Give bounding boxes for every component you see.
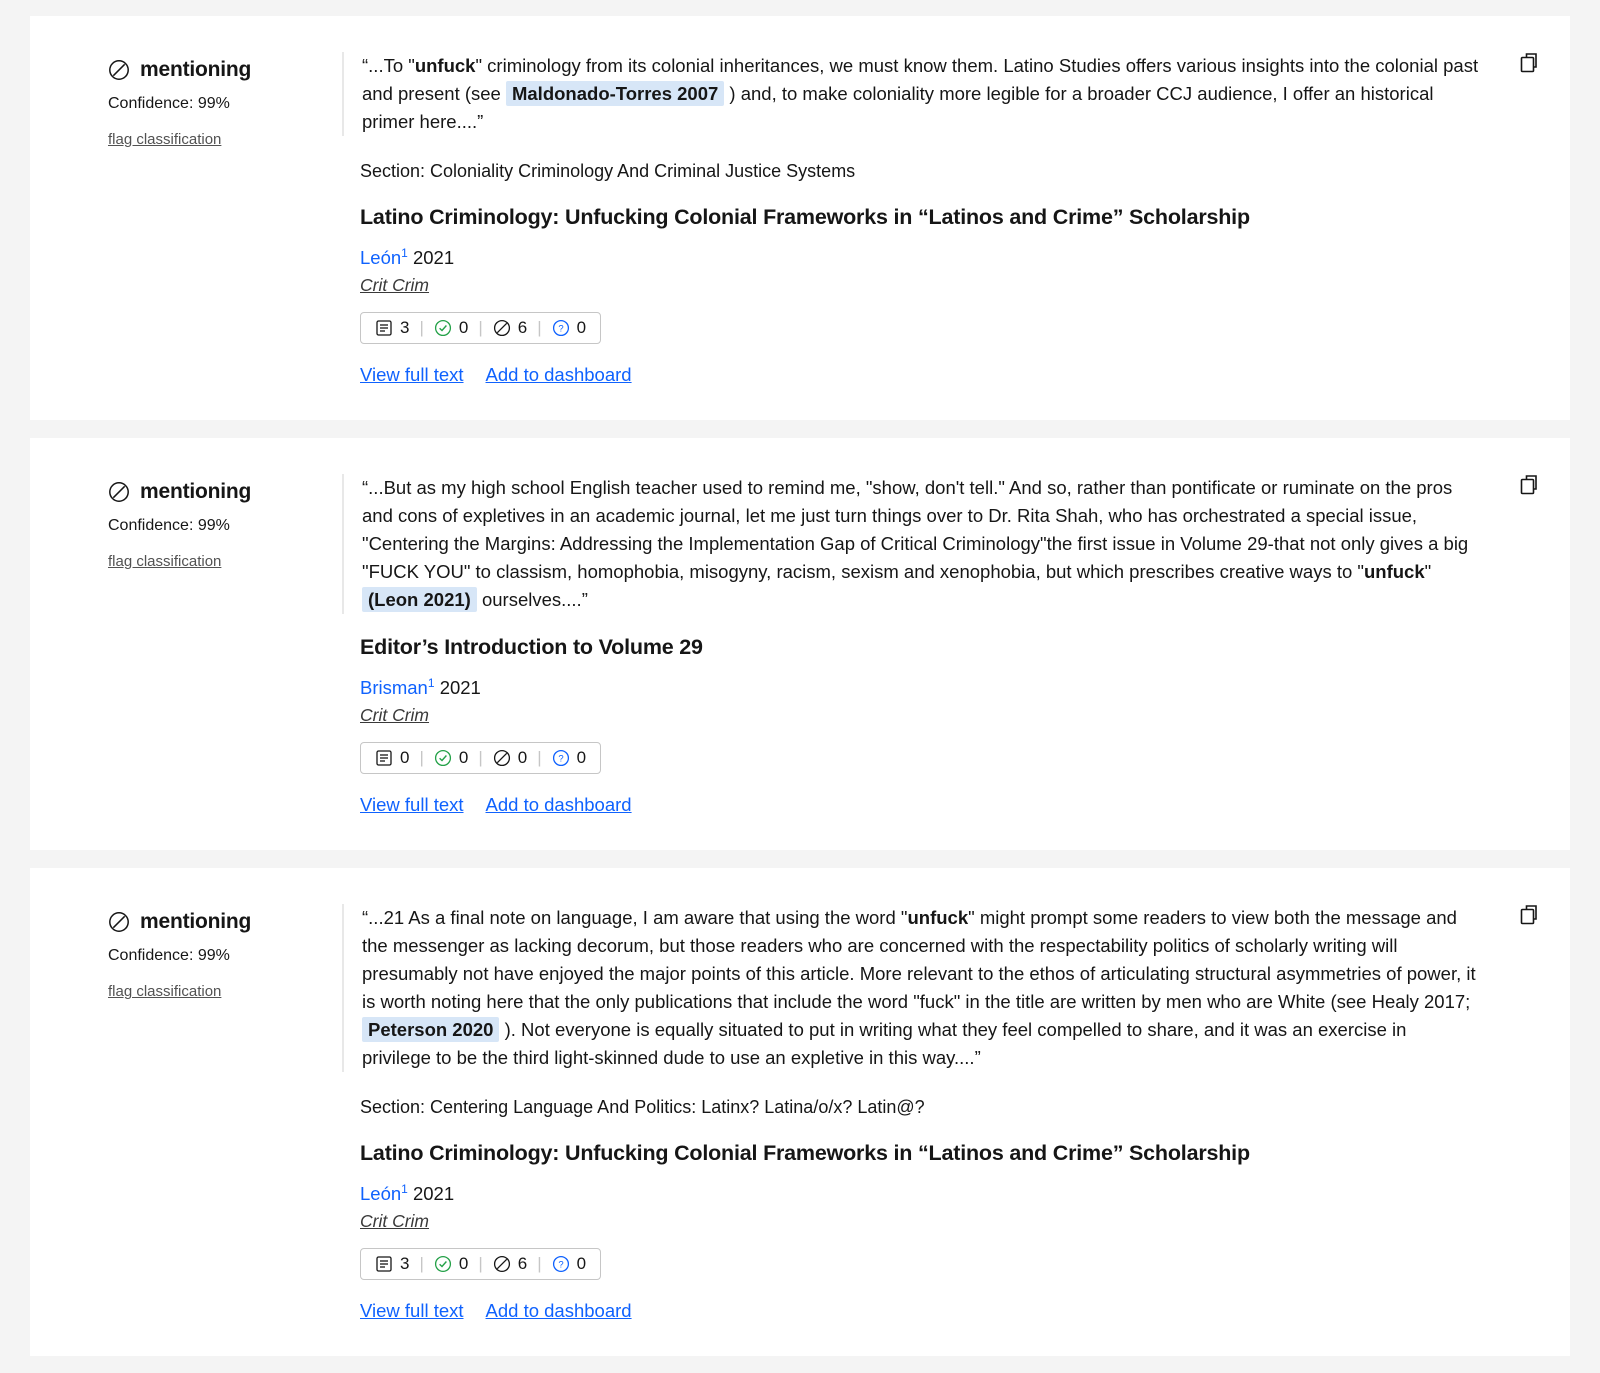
copy-icon[interactable] [1514,902,1540,928]
card-actions [360,794,1480,816]
metric-separator: | [419,1254,424,1274]
classification-panel [70,474,360,816]
author-line [360,1176,1480,1207]
classification-row [108,480,360,504]
citation-reference[interactable]: (Leon 2021) [362,587,477,612]
add-to-dashboard-link[interactable]: Add to dashboard [485,364,632,386]
metric-mentioning-value: 0 [576,748,587,768]
metric-contrasting[interactable] [483,1254,537,1274]
slash-circle-icon [493,1255,511,1273]
metric-separator: | [537,1254,542,1274]
author-link[interactable]: Brisman$^1$ [360,676,435,699]
section-label: Section: Coloniality Criminology And Criminal Justice Systems [360,161,856,181]
document-icon [375,749,393,767]
flag-classification-link[interactable]: flag classification [108,553,222,571]
citation-content [360,52,1540,386]
metric-documents-value: 3 [400,1254,410,1274]
metrics-bar [360,742,601,774]
citation-card [30,438,1570,850]
quote-part: " [1424,561,1432,583]
citation-reference[interactable]: Maldonado-Torres 2007 [506,81,724,106]
article-title: Latino Criminology: Unfucking Colonial Frameworks in “Latinos and Crime” Scholarship [360,1141,1250,1166]
flag-classification-link[interactable]: flag classification [108,983,222,1001]
check-circle-icon [434,749,452,767]
classification-label: mentioning [140,910,252,934]
metrics-bar [360,312,601,344]
view-full-text-link[interactable]: View full text [360,364,464,386]
metric-mentioning[interactable] [542,1254,588,1274]
document-icon [375,1255,393,1273]
document-icon [375,319,393,337]
confidence-text: Confidence: 99% [108,947,230,965]
journal-link[interactable]: Crit Crim [360,1211,430,1232]
citation-content [360,904,1540,1322]
metric-separator: | [537,748,542,768]
flag-classification-link[interactable]: flag classification [108,131,222,148]
quote-part: ourselves....” [481,589,588,611]
metric-separator: | [478,1254,483,1274]
citation-quote [342,904,1480,1072]
citation-results-list [0,16,1600,1356]
metric-separator: | [419,318,424,338]
metric-supporting-value: 0 [458,1254,469,1274]
metric-supporting[interactable] [424,748,478,768]
section-label: Section: Centering Language And Politics: Latinx? Latina/o/x? Latin@? [360,1097,925,1118]
classification-label: mentioning [140,58,252,81]
metric-contrasting[interactable] [483,748,537,768]
quote-part: ) and, to make coloniality more legible for a broader CCJ audience, I offer an historical primer here....” [362,83,1434,132]
author-affiliation: 1 [401,1182,408,1197]
metric-separator: | [478,318,483,338]
author-affiliation: 1 [401,246,408,260]
metric-supporting-value: 0 [458,748,469,768]
confidence-text: Confidence: 99% [108,95,230,112]
metric-documents-value: 3 [400,318,410,338]
author-line [360,670,1480,701]
classification-row [108,58,360,82]
quote-part: " might prompt some readers to view both the message and the messenger as lacking decorum, but those readers who are concerned with the respectability politics of scholarly writing will presumably not have enjoyed the major points of this article. More relevant to the ethos of articulating structural asymmetries of power, it is worth noting here that the only publications that include the word "fuck" in the title are written by men who are White (see Healy 2017; [362,907,1476,1013]
metric-supporting[interactable] [424,318,478,338]
question-circle-icon [552,319,570,337]
classification-panel [70,52,360,386]
publication-year: 2021 [412,247,455,269]
article-title: Latino Criminology: Unfucking Colonial Frameworks in “Latinos and Crime” Scholarship [360,205,1250,229]
publication-year: 2021 [412,1183,455,1205]
card-actions [360,364,1480,386]
metric-mentioning[interactable] [542,318,588,338]
metric-mentioning-value: 0 [576,1254,587,1274]
quote-part: “...But as my high school English teacher used to remind me, "show, don't tell." And so, rather than pontificate or ruminate on the pros and cons of expletives in an academic journal, let me just turn things over to Dr. Rita Shah, who has orchestrated a special issue, "Centering the Margins: Addressing the Implementation Gap of Critical Criminology"the first issue in Volume 29-that not only gives a big "FUCK YOU" to classism, homophobia, misogyny, racism, sexism and xenophobia, but which prescribes creative ways to " [362,477,1469,583]
citation-quote [342,52,1480,136]
question-circle-icon [552,1255,570,1273]
metric-contrasting-value: 6 [517,1254,528,1274]
journal-link[interactable]: Crit Crim [360,275,430,296]
citation-reference[interactable]: Peterson 2020 [362,1017,499,1042]
quote-part: “...21 As a final note on language, I am aware that using the word " [362,907,908,929]
quote-bold: unfuck [1363,561,1425,583]
view-full-text-link[interactable]: View full text [360,1300,464,1322]
copy-icon[interactable] [1514,472,1540,498]
copy-icon[interactable] [1514,50,1540,76]
confidence-text: Confidence: 99% [108,517,230,535]
metric-documents[interactable] [373,318,419,338]
mentioning-icon [108,481,130,503]
classification-panel [70,904,360,1322]
journal-link[interactable]: Crit Crim [360,705,430,726]
metric-separator: | [537,318,542,338]
citation-quote [342,474,1480,614]
view-full-text-link[interactable]: View full text [360,794,464,816]
classification-label: mentioning [140,480,252,504]
quote-part: " criminology from its colonial inheritances, we must know them. Latino Studies offers various insights into the colonial past and present (see [362,55,1479,104]
metric-documents-value: 0 [400,748,410,768]
metrics-bar [360,1248,601,1280]
metric-separator: | [419,748,424,768]
mentioning-icon [108,911,130,933]
mentioning-icon [108,59,130,81]
author-line [360,240,1480,271]
citation-card [30,16,1570,420]
author-link[interactable]: León$^1$ [360,1182,408,1205]
citation-content [360,474,1540,816]
slash-circle-icon [493,749,511,767]
article-title: Editor’s Introduction to Volume 29 [360,635,703,660]
metric-contrasting-value: 0 [517,748,528,768]
metric-mentioning-value: 0 [576,318,587,338]
metric-contrasting-value: 6 [517,318,528,338]
author-link[interactable]: León$^1$ [360,246,408,269]
add-to-dashboard-link[interactable]: Add to dashboard [485,1300,632,1322]
question-circle-icon [552,749,570,767]
check-circle-icon [434,1255,452,1273]
citation-card [30,868,1570,1356]
card-actions [360,1300,1480,1322]
svg-text:?: ? [558,1260,564,1272]
metric-contrasting[interactable] [483,318,537,338]
check-circle-icon [434,319,452,337]
svg-text:?: ? [558,753,564,765]
add-to-dashboard-link[interactable]: Add to dashboard [485,794,632,816]
metric-supporting-value: 0 [458,318,469,338]
quote-bold: unfuck [907,907,969,929]
classification-row [108,910,360,934]
quote-part: ). Not everyone is equally situated to put in writing what they feel compelled to share, and it was an exercise in privilege to be the third light-skinned dude to use an expletive in this way....” [362,1019,1407,1069]
metric-mentioning[interactable] [542,748,588,768]
metric-documents[interactable] [373,748,419,768]
svg-text:?: ? [558,323,564,335]
publication-year: 2021 [439,677,481,699]
author-affiliation: 1 [427,676,435,691]
metric-documents[interactable] [373,1254,419,1274]
quote-bold: unfuck [414,55,476,76]
metric-supporting[interactable] [424,1254,478,1274]
slash-circle-icon [493,319,511,337]
metric-separator: | [478,748,483,768]
quote-part: “...To " [362,55,415,76]
